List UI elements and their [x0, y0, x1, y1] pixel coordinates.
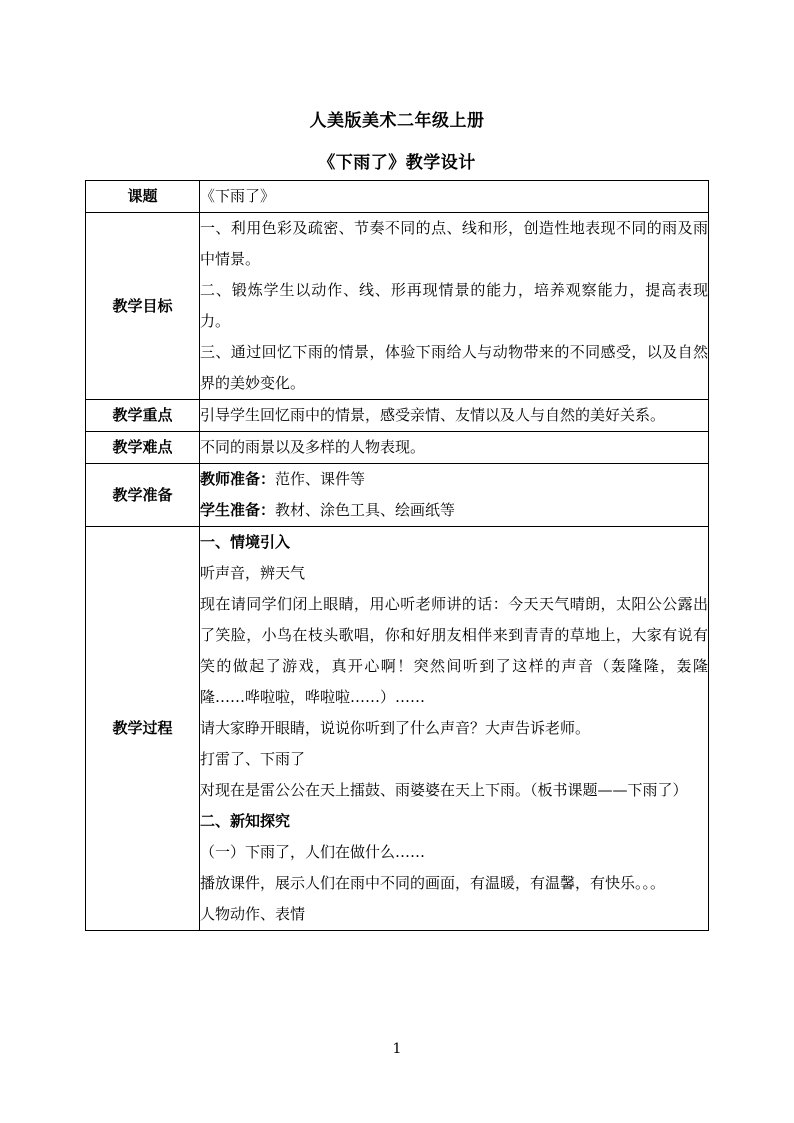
process-line: 现在请同学们闭上眼睛，用心听老师讲的话：今天天气晴朗，太阳公公露出了笑脸，小鸟在枝头歌唱，你和好朋友相伴来到青青的草地上，大家有说有笑的做起了游戏，真开心啊！突然间听到了这样的声音（轰隆隆，轰隆隆……哗啦啦，哗啦啦……）…… [200, 595, 708, 706]
lesson-plan-table [85, 180, 709, 931]
document-title: 人美版美术二年级上册 [309, 111, 485, 131]
preparation-row [86, 464, 709, 527]
student-preparation-value: 教材、涂色工具、绘画纸等 [275, 501, 456, 519]
topic-label: 课题 [86, 181, 200, 213]
teacher-preparation-value: 范作、课件等 [275, 470, 366, 488]
topic-row [86, 181, 709, 213]
preparation-content [200, 464, 709, 527]
goals-content [200, 213, 709, 400]
difficulties-row [86, 432, 709, 464]
section-heading: 一、情境引入 [200, 533, 291, 551]
difficulties-label: 教学难点 [86, 432, 200, 464]
process-line: 对现在是雷公公在天上擂鼓、雨婆婆在天上下雨。（板书课题——下雨了） [200, 781, 688, 799]
process-row [86, 527, 709, 931]
process-line: 人物动作、表情 [200, 905, 306, 923]
goal-item: 一、利用色彩及疏密、节奏不同的点、线和形，创造性地表现不同的雨及雨中情景。 [200, 219, 708, 268]
preparation-label: 教学准备 [86, 464, 200, 527]
process-line: 请大家睁开眼睛，说说你听到了什么声音？大声告诉老师。 [200, 719, 591, 737]
section-heading: 二、新知探究 [200, 812, 291, 830]
process-line: 听声音，辨天气 [200, 564, 306, 582]
goals-row [86, 213, 709, 400]
topic-value: 《下雨了》 [200, 181, 709, 213]
goal-item: 二、锻炼学生以动作、线、形再现情景的能力，培养观察能力，提高表现力。 [200, 281, 708, 330]
process-content [200, 527, 709, 931]
process-line: 打雷了、下雨了 [200, 750, 306, 768]
student-preparation-label: 学生准备： [200, 501, 276, 519]
teacher-preparation-label: 教师准备： [200, 470, 276, 488]
goals-label: 教学目标 [86, 213, 200, 400]
page-number: 1 [392, 1041, 402, 1057]
document-subtitle: 《下雨了》教学设计 [318, 153, 476, 173]
goal-item: 三、通过回忆下雨的情景，体验下雨给人与动物带来的不同感受，以及自然界的美妙变化。 [200, 343, 708, 392]
process-label: 教学过程 [86, 527, 200, 931]
process-line: 播放课件，展示人们在雨中不同的画面，有温暖，有温馨，有快乐。。。 [200, 874, 666, 892]
key-points-row [86, 400, 709, 432]
key-points-label: 教学重点 [86, 400, 200, 432]
difficulties-value: 不同的雨景以及多样的人物表现。 [200, 432, 709, 464]
teacher-preparation [200, 464, 708, 495]
key-points-value: 引导学生回忆雨中的情景，感受亲情、友情以及人与自然的美好关系。 [200, 400, 709, 432]
student-preparation [200, 495, 708, 526]
process-line: （一）下雨了，人们在做什么…… [200, 843, 426, 861]
